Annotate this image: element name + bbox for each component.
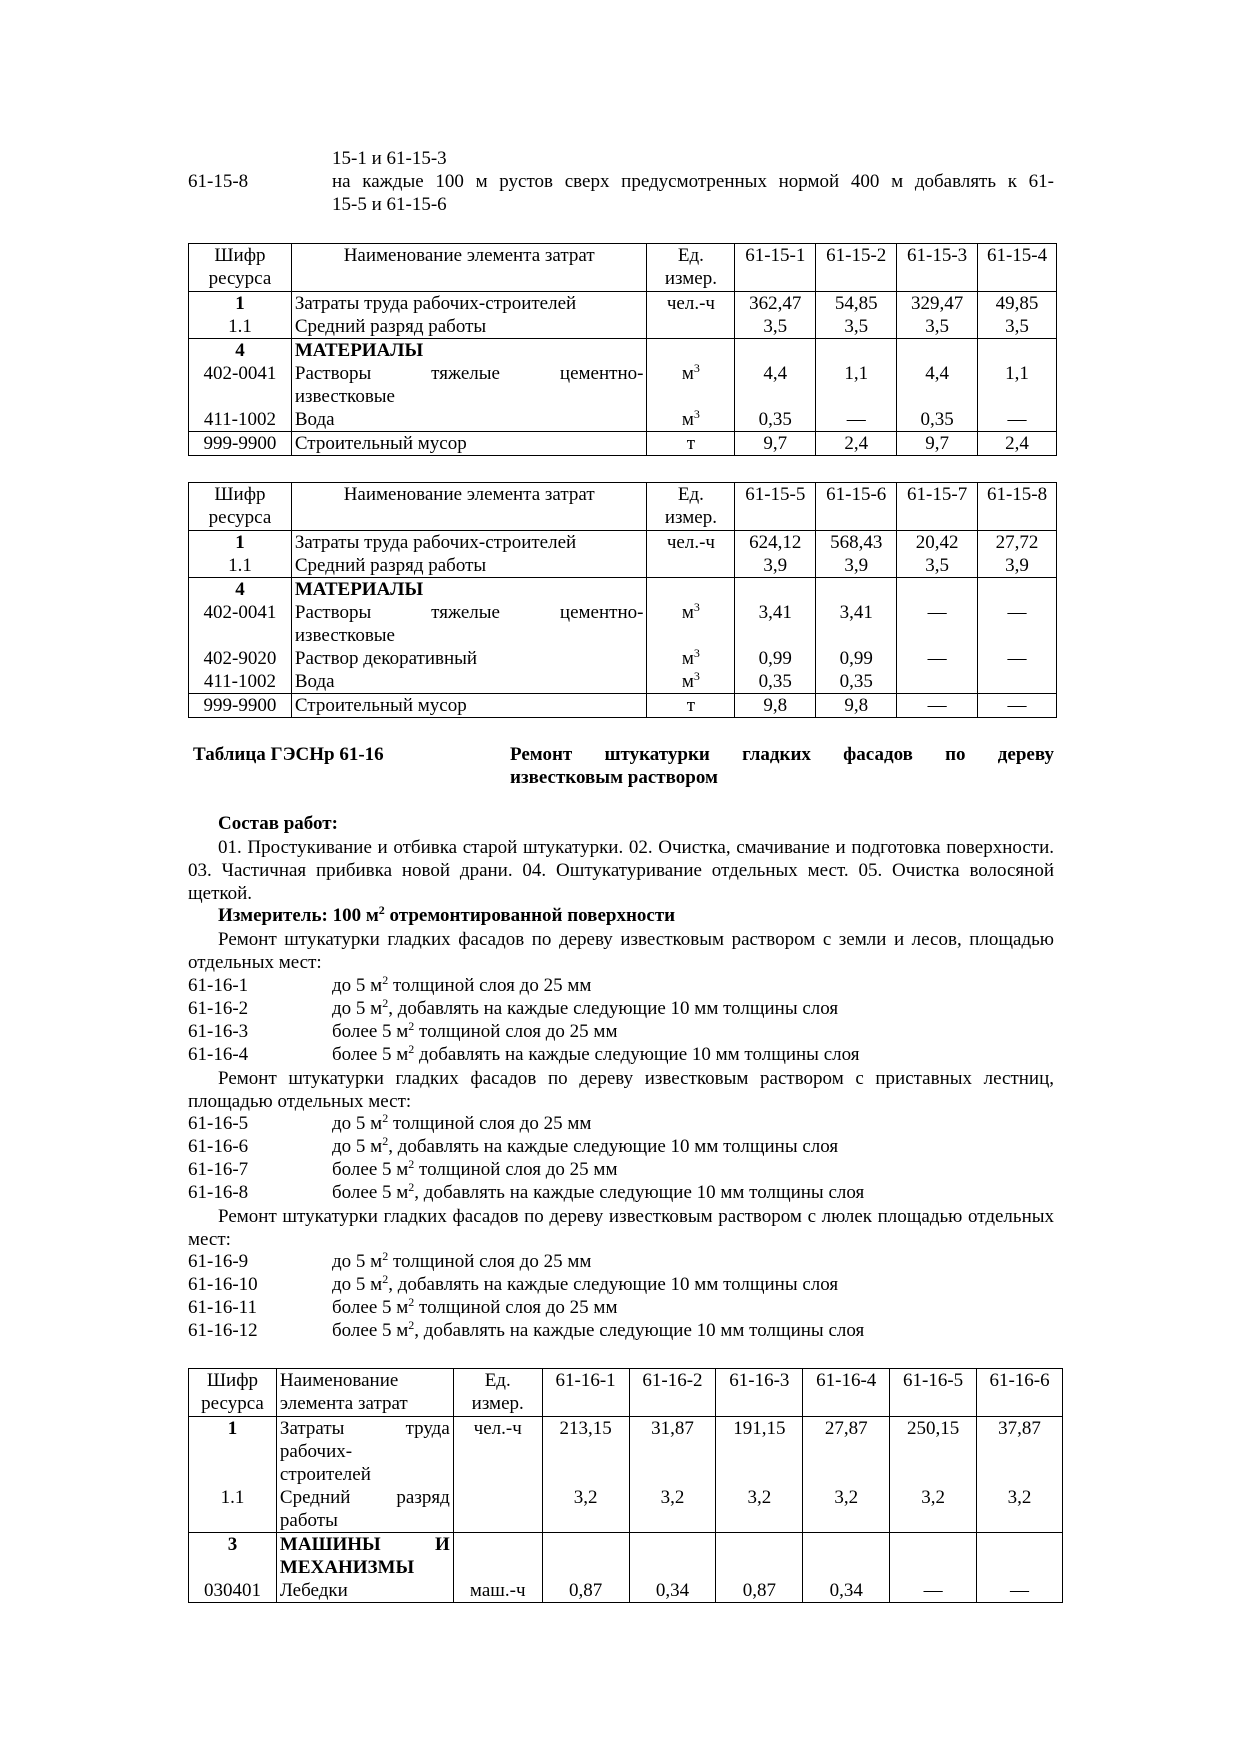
row-name: Вода xyxy=(294,409,335,430)
row-name: Строительный мусор xyxy=(291,694,647,718)
row-code: 999-9900 xyxy=(189,432,292,456)
cell-value: 3,41 xyxy=(839,602,873,623)
row-name-part: цементно- xyxy=(559,363,644,384)
cell-value: 3,41 xyxy=(758,602,792,623)
row-name-part: тяжелые xyxy=(431,602,500,623)
row-code: 411-1002 xyxy=(203,409,276,430)
cell-value: 362,47 xyxy=(749,293,802,314)
row-unit: чел.-ч xyxy=(453,1417,542,1533)
row-name-part: МЕХАНИЗМЫ xyxy=(279,1557,415,1578)
group-desc-1: Ремонт штукатурки гладких фасадов по дереву известковым раствором с земли и лесов, площадью отдельных мест: xyxy=(188,929,1054,973)
row-name-part: известковые xyxy=(294,386,395,407)
cell-value: 2,4 xyxy=(978,432,1057,456)
cell-value: 9,8 xyxy=(735,694,816,718)
item-text: до 5 $м^2$ толщиной слоя до 25 мм xyxy=(332,973,592,996)
resource-table-61-15-1-4 xyxy=(188,243,1057,456)
table-row xyxy=(189,1417,1063,1533)
header-code: Шифр ресурса xyxy=(189,244,292,292)
row-code: 402-0041 xyxy=(203,602,277,623)
row-name-part: Средний xyxy=(279,1487,351,1508)
cell-value: 3,2 xyxy=(747,1487,772,1508)
row-name-part: МАШИНЫ xyxy=(279,1534,381,1555)
item-text: более 5 $м^2$ толщиной слоя до 25 мм xyxy=(332,1157,618,1180)
cell-value: 0,87 xyxy=(742,1580,776,1601)
cell-value: — xyxy=(978,694,1057,718)
row-name: МАТЕРИАЛЫ xyxy=(294,579,424,600)
row-code: 402-0041 xyxy=(203,363,277,384)
row-name-part: Растворы xyxy=(294,602,372,623)
header-name: Наименование элемента затрат xyxy=(291,483,647,531)
row-code: 4 xyxy=(235,340,245,361)
row-name: Лебедки xyxy=(279,1580,348,1601)
row-name: Вода xyxy=(294,671,335,692)
row-unit: т xyxy=(647,694,735,718)
cell-value: 3,2 xyxy=(921,1487,945,1508)
row-name-part: тяжелые xyxy=(431,363,500,384)
cell-value: 9,8 xyxy=(816,694,897,718)
cell-value: 4,4 xyxy=(763,363,788,384)
cell-value: 3,2 xyxy=(660,1487,685,1508)
row-name: МАТЕРИАЛЫ xyxy=(294,340,424,361)
item-code: 61-16-10 xyxy=(188,1274,258,1295)
row-name-part: И xyxy=(435,1534,450,1555)
header-col: 61-16-1 xyxy=(542,1369,629,1417)
item-text: более 5 $м^2$, добавлять на каждые следующие 10 мм толщины слоя xyxy=(332,1318,865,1341)
cell-value: 4,4 xyxy=(925,363,949,384)
cell-value: 0,87 xyxy=(568,1580,603,1601)
cell-value: 250,15 xyxy=(906,1418,960,1439)
row-name-part: известковые xyxy=(294,625,395,646)
cell-value: — xyxy=(927,602,947,623)
item-code: 61-16-11 xyxy=(188,1297,257,1318)
item-text: более 5 $м^2$, добавлять на каждые следующие 10 мм толщины слоя xyxy=(332,1180,865,1203)
group-desc-3: Ремонт штукатурки гладких фасадов по дереву известковым раствором с люлек площадью отдельных мест: xyxy=(188,1206,1054,1250)
row-code: 1 xyxy=(227,1418,238,1439)
item-text: до 5 $м^2$ толщиной слоя до 25 мм xyxy=(332,1111,592,1134)
cell-value: 9,7 xyxy=(735,432,816,456)
cell-value: 329,47 xyxy=(910,293,964,314)
cell-value: — xyxy=(1007,602,1027,623)
row-name-part: разряд xyxy=(396,1487,450,1508)
item-code: 61-16-1 xyxy=(188,975,249,996)
item-code: 61-16-12 xyxy=(188,1320,258,1341)
item-text: до 5 $м^2$, добавлять на каждые следующие 10 мм толщины слоя xyxy=(332,1272,839,1295)
cell-value: — xyxy=(1010,1580,1030,1601)
header-col: 61-16-4 xyxy=(803,1369,890,1417)
cell-value: 3,5 xyxy=(844,316,869,337)
cell-value: 0,99 xyxy=(839,648,873,669)
item-code: 61-16-4 xyxy=(188,1044,249,1065)
row-unit: м xyxy=(681,648,694,669)
cell-value: 0,35 xyxy=(758,409,792,430)
cell-value: — xyxy=(923,1580,943,1601)
cell-value: 191,15 xyxy=(733,1418,786,1439)
row-unit: м xyxy=(681,602,694,623)
row-code: 1.1 xyxy=(220,1487,245,1508)
cell-value: 0,99 xyxy=(758,648,792,669)
cell-value: 568,43 xyxy=(830,532,883,553)
row-name-part: труда xyxy=(405,1418,450,1439)
header-code: Шифр ресурса xyxy=(189,483,292,531)
row-name: Средний разряд работы xyxy=(294,555,487,576)
section-title-line2: известковым раствором xyxy=(510,767,718,788)
header-unit: Ед. измер. xyxy=(647,244,735,292)
header-col: 61-15-8 xyxy=(978,483,1057,531)
cell-value: 1,1 xyxy=(844,363,869,384)
table-label: Таблица ГЭСНр 61-16 xyxy=(193,744,384,765)
row-name: Затраты труда рабочих-строителей xyxy=(294,293,577,314)
cell-value: 3,2 xyxy=(1007,1487,1032,1508)
cell-value: — xyxy=(1007,648,1027,669)
cell-value: 0,34 xyxy=(829,1580,863,1601)
cell-value: 0,34 xyxy=(655,1580,690,1601)
row-name: Строительный мусор xyxy=(291,432,647,456)
item-text: до 5 $м^2$ толщиной слоя до 25 мм xyxy=(332,1249,592,1272)
cell-value: — xyxy=(897,694,978,718)
cell-value: 3,2 xyxy=(573,1487,598,1508)
header-col: 61-15-1 xyxy=(735,244,816,292)
header-col: 61-15-5 xyxy=(735,483,816,531)
row-code: 3 xyxy=(227,1534,238,1555)
row-unit: т xyxy=(647,432,735,456)
intro-line-2: на каждые 100 м рустов сверх предусмотренных нормой 400 м добавлять к 61- xyxy=(332,171,1054,192)
measure-label: Измеритель: 100 $м^2$ отремонтированной поверхности xyxy=(218,903,676,926)
item-code: 61-16-6 xyxy=(188,1136,249,1157)
cell-value: 624,12 xyxy=(749,532,802,553)
row-name: Раствор декоративный xyxy=(294,648,478,669)
row-name: Затраты труда рабочих-строителей xyxy=(294,532,577,553)
row-code: 030401 xyxy=(203,1580,261,1601)
cell-value: 0,35 xyxy=(839,671,873,692)
row-name-part: цементно- xyxy=(559,602,644,623)
header-unit: Ед. измер. xyxy=(647,483,735,531)
table-row xyxy=(189,1533,1063,1603)
cell-value: 0,35 xyxy=(758,671,792,692)
header-col: 61-15-4 xyxy=(978,244,1057,292)
header-col: 61-15-2 xyxy=(816,244,897,292)
cell-value: 27,87 xyxy=(824,1418,868,1439)
table-row: 4 402-0041 411-1002 МАТЕРИАЛЫ Растворы тяжелые цементно- известковые Вода $м^3$ $м^3$ 4,4 0,35 1,1 — 4,4 0,35 1,1 — xyxy=(189,339,1057,432)
group-desc-2: Ремонт штукатурки гладких фасадов по дереву известковым раствором с приставных лестниц, площадью отдельных мест: xyxy=(188,1068,1054,1112)
row-code: 402-9020 xyxy=(203,648,277,669)
cell-value: 27,72 xyxy=(995,532,1039,553)
item-text: более 5 $м^2$ толщиной слоя до 25 мм xyxy=(332,1019,618,1042)
header-col: 61-15-3 xyxy=(897,244,978,292)
header-col: 61-16-6 xyxy=(977,1369,1063,1417)
cell-value: 2,4 xyxy=(816,432,897,456)
row-unit: м xyxy=(681,671,694,692)
cell-value: 3,5 xyxy=(763,316,788,337)
row-unit: чел.-ч xyxy=(647,292,735,339)
row-unit: м xyxy=(681,363,694,384)
row-code: 4 xyxy=(235,579,245,600)
header-col: 61-16-3 xyxy=(716,1369,803,1417)
row-name-part: работы xyxy=(279,1510,338,1531)
cell-value: 20,42 xyxy=(915,532,959,553)
header-name: Наименование элемента затрат xyxy=(291,244,647,292)
row-code: 999-9900 xyxy=(189,694,292,718)
cell-value: 54,85 xyxy=(834,293,878,314)
resource-table-61-16 xyxy=(188,1368,1063,1603)
cell-value: 3,5 xyxy=(925,316,949,337)
table-row xyxy=(189,694,1057,718)
row-code: 411-1002 xyxy=(203,671,276,692)
item-text: до 5 $м^2$, добавлять на каждые следующие 10 мм толщины слоя xyxy=(332,1134,839,1157)
cell-value: — xyxy=(1007,409,1027,430)
header-col: 61-15-6 xyxy=(816,483,897,531)
cell-value: — xyxy=(846,409,866,430)
row-code: 1 xyxy=(235,293,245,314)
cell-value: 3,9 xyxy=(844,555,869,576)
intro-line-3: 15-5 и 61-15-6 xyxy=(332,194,447,215)
table-row xyxy=(189,292,1057,339)
cell-value: 9,7 xyxy=(897,432,978,456)
cell-value: 3,5 xyxy=(1005,316,1029,337)
row-name-part: рабочих- xyxy=(279,1441,353,1462)
item-code: 61-16-3 xyxy=(188,1021,249,1042)
header-col: 61-16-5 xyxy=(890,1369,977,1417)
row-code: 1 xyxy=(235,532,245,553)
item-text: более 5 $м^2$ добавлять на каждые следующие 10 мм толщины слоя xyxy=(332,1042,860,1065)
cell-value: 3,5 xyxy=(925,555,949,576)
cell-value: 0,35 xyxy=(920,409,954,430)
table-row xyxy=(189,432,1057,456)
sostav-label: Состав работ: xyxy=(218,813,338,834)
cell-value: 3,9 xyxy=(1005,555,1029,576)
item-code: 61-16-5 xyxy=(188,1113,249,1134)
header-code: Шифр ресурса xyxy=(189,1369,277,1417)
row-unit: чел.-ч xyxy=(647,531,735,578)
cell-value: 3,2 xyxy=(834,1487,859,1508)
table-row: 4 402-0041 402-9020 411-1002 МАТЕРИАЛЫ Растворы тяжелые цементно- известковые Раствор декоративный Вода $м^3$ $м^3$ $м^3$ 3,41 0,99 0,35 3,41 0,99 0,35 — — — — xyxy=(189,578,1057,694)
row-name-part: строителей xyxy=(279,1464,371,1485)
intro-line-1: 15-1 и 61-15-3 xyxy=(332,148,447,169)
cell-value: 3,9 xyxy=(763,555,788,576)
row-code: 1.1 xyxy=(228,555,252,576)
cell-value: 213,15 xyxy=(559,1418,612,1439)
header-col: 61-16-2 xyxy=(629,1369,716,1417)
item-text: более 5 $м^2$ толщиной слоя до 25 мм xyxy=(332,1295,618,1318)
item-code: 61-16-9 xyxy=(188,1251,249,1272)
header-unit: Ед. измер. xyxy=(453,1369,542,1417)
header-name: Наименование элемента затрат xyxy=(276,1369,453,1417)
item-text: до 5 $м^2$, добавлять на каждые следующие 10 мм толщины слоя xyxy=(332,996,839,1019)
cell-value: 49,85 xyxy=(995,293,1039,314)
sostav-text: 01. Простукивание и отбивка старой штукатурки. 02. Очистка, смачивание и подготовка поверхности. 03. Частичная прибивка новой драни. 04. Оштукатуривание отдельных мест. 05. Очистка волосяной щеткой. xyxy=(188,837,1054,904)
item-code: 61-16-7 xyxy=(188,1159,249,1180)
row-name-part: Затраты xyxy=(279,1418,345,1439)
cell-value: 31,87 xyxy=(651,1418,694,1439)
cell-value: — xyxy=(927,648,947,669)
header-col: 61-15-7 xyxy=(897,483,978,531)
row-name: Средний разряд работы xyxy=(294,316,487,337)
row-unit: м xyxy=(681,409,694,430)
cell-value: 1,1 xyxy=(1005,363,1029,384)
cell-value: 37,87 xyxy=(998,1418,1041,1439)
row-name-part: Растворы xyxy=(294,363,372,384)
item-code: 61-16-2 xyxy=(188,998,249,1019)
row-code: 1.1 xyxy=(228,316,252,337)
table-row xyxy=(189,531,1057,578)
section-title: Ремонт штукатурки гладких фасадов по дереву xyxy=(510,744,1054,765)
row-unit: маш.-ч xyxy=(469,1580,526,1601)
resource-table-61-15-5-8 xyxy=(188,482,1057,718)
intro-code: 61-15-8 xyxy=(188,171,249,192)
item-code: 61-16-8 xyxy=(188,1182,249,1203)
